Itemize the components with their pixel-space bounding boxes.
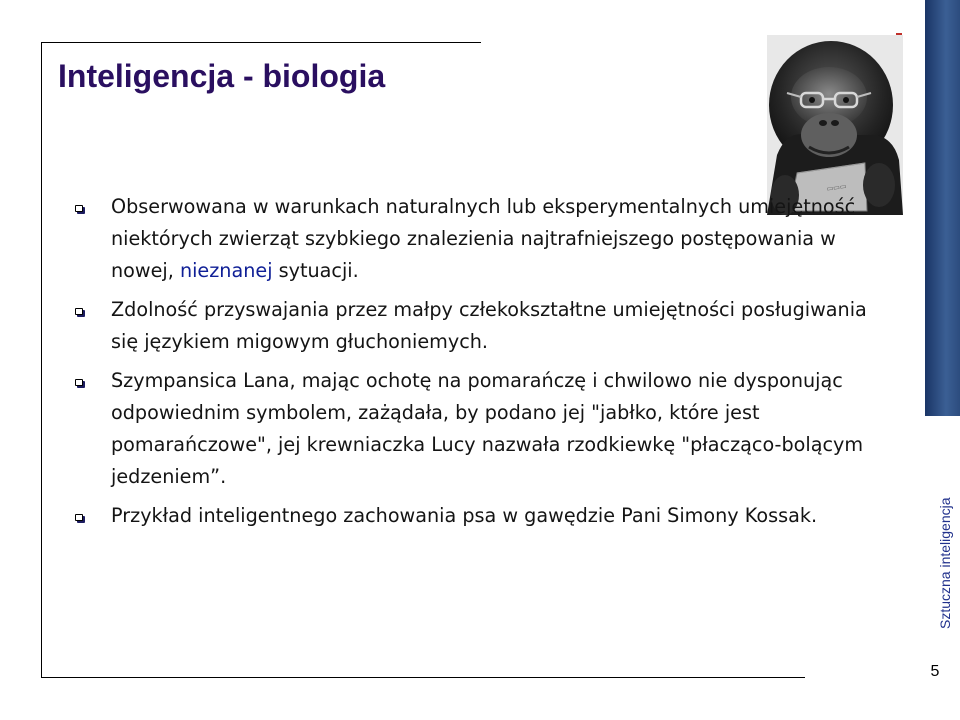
svg-text:▭▭▭: ▭▭▭ xyxy=(826,182,847,193)
bullet-list xyxy=(75,191,885,539)
slide-title: Inteligencja - biologia xyxy=(58,58,386,94)
bullet-text: Zdolność przyswajania przez małpy człekokształtne umiejętności posługiwania się językiem migowym głuchoniemych. xyxy=(111,298,867,353)
page-number: 5 xyxy=(930,663,940,680)
bullet-text: Szympansica Lana, mając ochotę na pomarańczę i chwilowo nie dysponując odpowiednim symbolem, zażądała, by podano jej "jabłko, które jest pomarańczowe", jej krewniaczka Lucy nazwała rzodkiewkę "płacząco-bolącym jedzeniem”. xyxy=(111,369,864,488)
sidebar-band xyxy=(925,0,960,416)
chimpanzee-photo xyxy=(767,35,903,215)
slide-frame-bottom xyxy=(41,677,805,678)
square-bullet-icon xyxy=(75,308,83,315)
decorative-mark xyxy=(896,33,902,35)
slide-frame-left xyxy=(41,42,42,678)
square-bullet-icon xyxy=(75,205,83,212)
slide-frame-top xyxy=(41,42,481,43)
bullet-item xyxy=(75,191,885,287)
bullet-item xyxy=(75,365,885,493)
bullet-item xyxy=(75,500,885,532)
bullet-text: Obserwowana w warunkach naturalnych lub eksperymentalnych umiejętność niektórych zwierząt szybkiego znalezienia najtrafniejszego postępowania w nowej, xyxy=(111,195,856,282)
bullet-text-end: sytuacji. xyxy=(272,259,359,282)
square-bullet-icon xyxy=(75,514,83,521)
sidebar-label: Sztuczna inteligencja xyxy=(937,497,953,629)
bullet-item xyxy=(75,294,885,358)
bullet-text: Przykład inteligentnego zachowania psa w gawędzie Pani Simony Kossak. xyxy=(111,504,818,527)
square-bullet-icon xyxy=(75,379,83,386)
highlighted-word: nieznanej xyxy=(179,259,273,282)
